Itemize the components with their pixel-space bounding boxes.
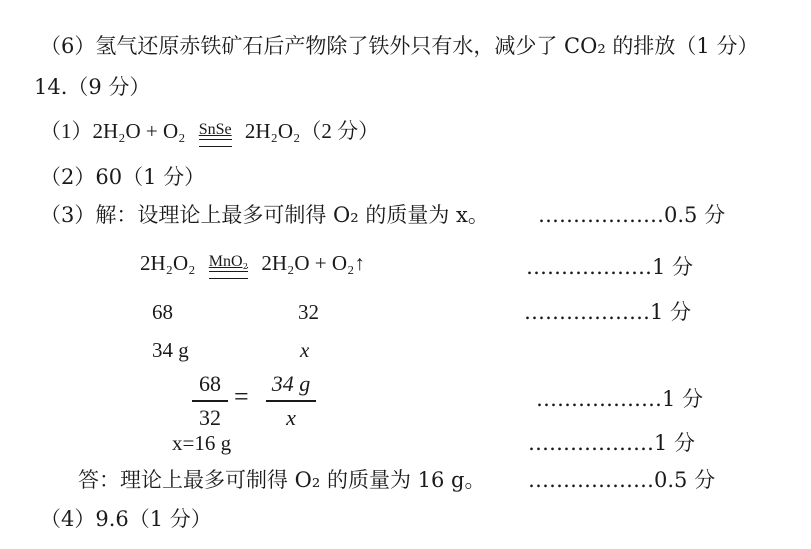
part-1-rhs: 2H₂O₂（2 分） bbox=[244, 119, 380, 143]
reaction-score bbox=[526, 254, 693, 280]
part-2 bbox=[40, 164, 205, 190]
ratio-left bbox=[152, 299, 173, 325]
mno2-catalyst-condition bbox=[209, 254, 248, 279]
question-14-header bbox=[34, 74, 150, 100]
result-text: x=16 g bbox=[172, 431, 232, 455]
fraction-right-denominator: x bbox=[286, 405, 296, 430]
result-dots: ………………1 分 bbox=[528, 431, 696, 455]
sn-se-catalyst-condition bbox=[199, 122, 232, 147]
part-4 bbox=[40, 506, 212, 532]
fraction-right bbox=[266, 372, 316, 430]
fraction-left-numerator: 68 bbox=[199, 371, 221, 396]
catalyst-label: SnSe bbox=[198, 121, 232, 138]
part-3-text: （3）解：设理论上最多可制得 O₂ 的质量为 x。 bbox=[40, 203, 489, 227]
ratio-score bbox=[524, 299, 691, 325]
mno2-label: MnO₂ bbox=[208, 253, 249, 270]
part-3-score bbox=[538, 202, 725, 228]
equals-sign: = bbox=[234, 382, 249, 411]
reaction-rhs: 2H₂O + O₂↑ bbox=[261, 251, 365, 275]
fraction-dots: ………………1 分 bbox=[536, 387, 704, 411]
mass-left bbox=[152, 337, 189, 363]
equals-bars bbox=[209, 271, 248, 279]
fraction-score bbox=[536, 386, 703, 412]
part-2-text: （2）60（1 分） bbox=[40, 165, 206, 189]
mass-right-value: x bbox=[300, 338, 310, 362]
fraction-left-denominator: 32 bbox=[199, 405, 221, 430]
fraction-bar bbox=[192, 400, 228, 402]
ratio-right-value: 32 bbox=[298, 300, 319, 324]
answer-dots: ………………0.5 分 bbox=[528, 468, 716, 492]
reaction-equation bbox=[140, 250, 365, 283]
line-6-text: （6）氢气还原赤铁矿石后产物除了铁外只有水，减少了 CO₂ 的排放（1 分） bbox=[40, 34, 759, 58]
ratio-dots: ………………1 分 bbox=[524, 300, 692, 324]
part-4-text: （4）9.6（1 分） bbox=[40, 507, 212, 531]
part-1-lhs: 2H₂O + O₂ bbox=[92, 119, 186, 143]
result-score bbox=[528, 430, 695, 456]
part-3-setup bbox=[40, 202, 489, 228]
result-line bbox=[172, 430, 231, 456]
part-3-dots: ………………0.5 分 bbox=[538, 203, 726, 227]
question-14-label: 14.（9 分） bbox=[34, 75, 151, 99]
part-1-label: （1） bbox=[40, 119, 93, 143]
ratio-right bbox=[298, 299, 319, 325]
reaction-dots: ………………1 分 bbox=[526, 255, 694, 279]
fraction-right-numerator: 34 g bbox=[271, 371, 311, 396]
fraction-bar bbox=[266, 400, 316, 402]
equals-bars bbox=[199, 139, 232, 147]
mass-right bbox=[300, 337, 309, 363]
fraction-left bbox=[192, 372, 228, 430]
answer-line bbox=[78, 467, 486, 493]
answer-score bbox=[528, 467, 715, 493]
reaction-lhs: 2H₂O₂ bbox=[140, 251, 196, 275]
answer-text: 答：理论上最多可制得 O₂ 的质量为 16 g。 bbox=[78, 468, 486, 492]
mass-left-value: 34 g bbox=[152, 338, 189, 362]
ratio-left-value: 68 bbox=[152, 300, 173, 324]
fraction-equals bbox=[234, 382, 249, 412]
part-1-equation bbox=[40, 118, 379, 151]
line-6 bbox=[40, 33, 758, 59]
